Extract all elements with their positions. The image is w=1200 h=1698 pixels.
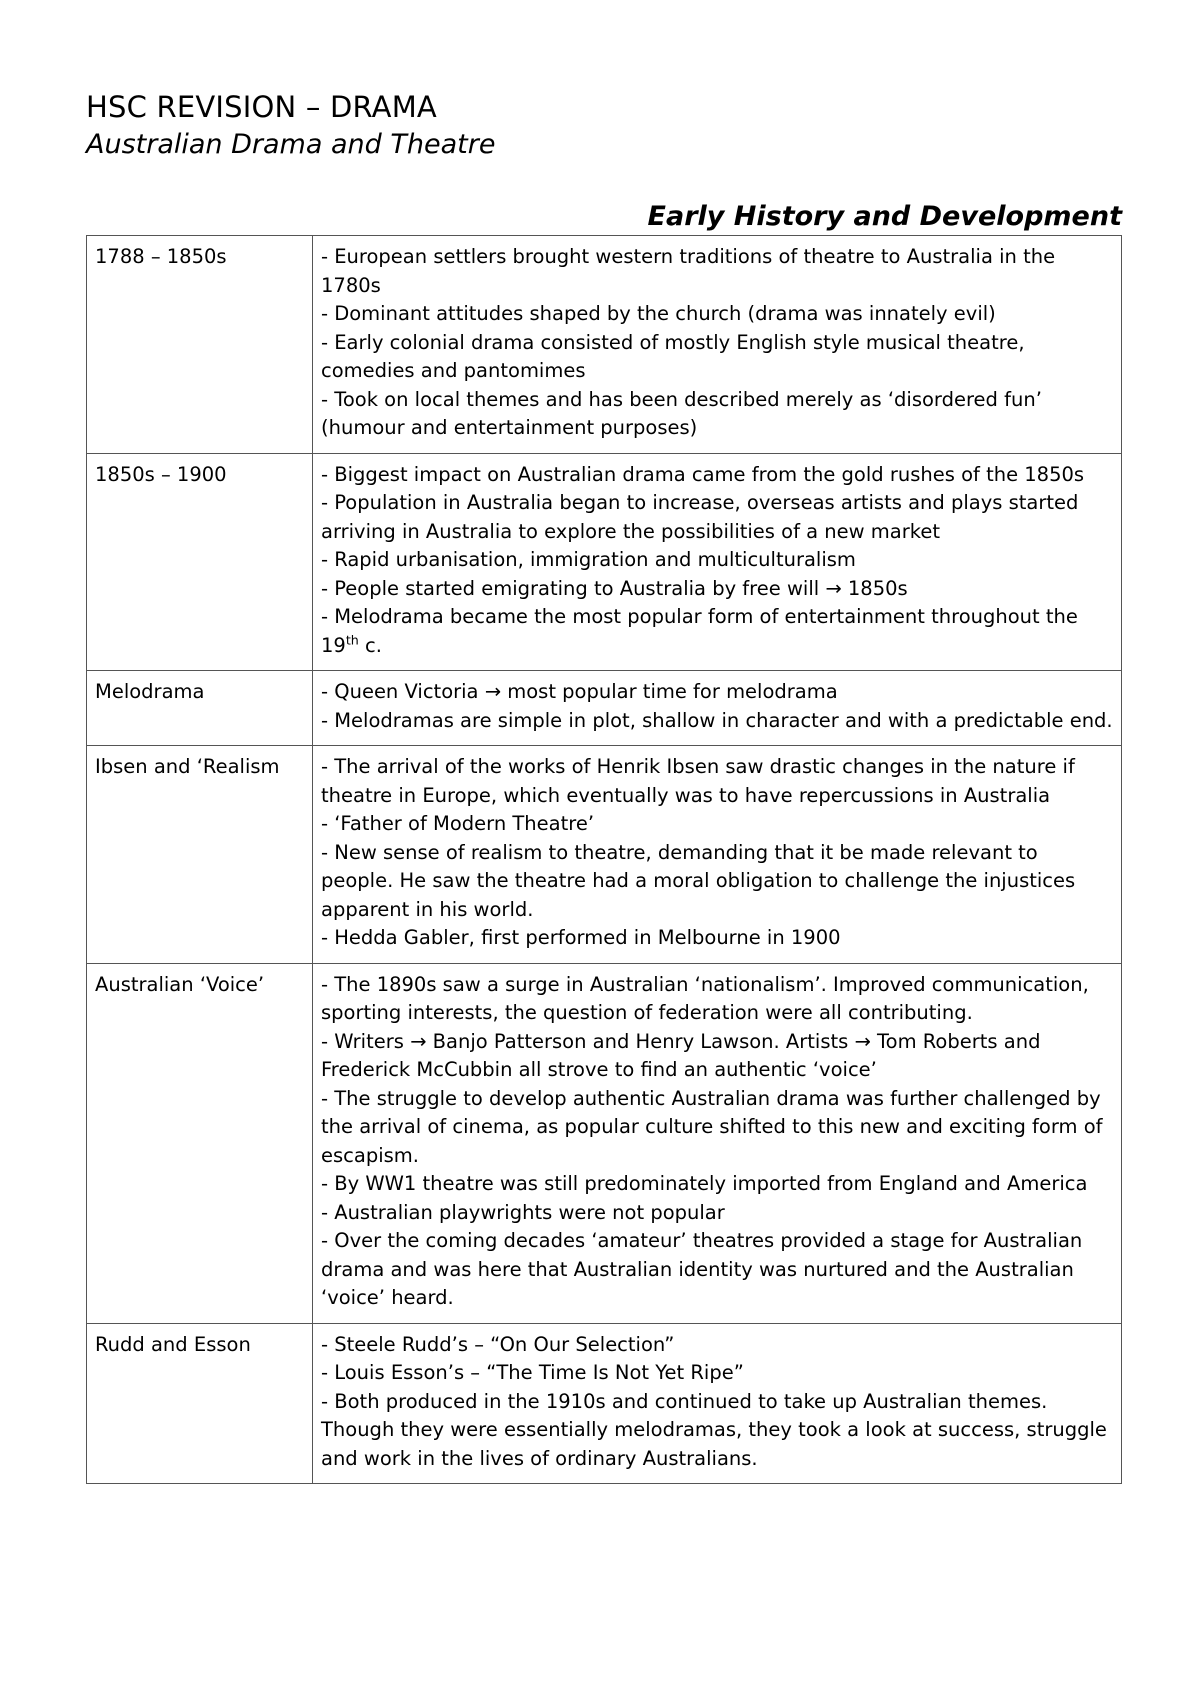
note-point: - Hedda Gabler, first performed in Melbourne in 1900 <box>321 926 841 949</box>
topic-cell: Australian ‘Voice’ <box>87 963 313 1323</box>
note-point: - Louis Esson’s – “The Time Is Not Yet Ripe” <box>321 1361 744 1384</box>
note-point: - Melodramas are simple in plot, shallow in character and with a predictable end. <box>321 708 1113 732</box>
document-title: HSC REVISION – DRAMA <box>86 90 437 124</box>
table-row <box>87 963 1122 1323</box>
note-point: - Melodrama became the most popular form of entertainment throughout the 19th c. <box>321 605 1078 657</box>
topic-cell: Melodrama <box>87 671 313 746</box>
notes-cell <box>313 963 1122 1323</box>
table-row <box>87 236 1122 454</box>
notes-table-body <box>87 236 1122 1484</box>
note-point: - Dominant attitudes shaped by the church (drama was innately evil) <box>321 302 996 325</box>
notes-cell <box>313 671 1122 746</box>
topic-cell: Ibsen and ‘Realism <box>87 746 313 964</box>
topic-cell: 1850s – 1900 <box>87 453 313 671</box>
note-point: - Australian playwrights were not popular <box>321 1200 725 1224</box>
topic-cell: Rudd and Esson <box>87 1323 313 1484</box>
note-point: - New sense of realism to theatre, demanding that it be made relevant to people. He saw the theatre had a moral obligation to challenge the injustices apparent in his world. <box>321 840 1076 921</box>
note-point: - Both produced in the 1910s and continued to take up Australian themes. Though they were essentially melodramas, they took a look at success, struggle and work in the lives of ordinary Australians. <box>321 1389 1107 1470</box>
document-subtitle: Australian Drama and Theatre <box>86 129 496 160</box>
note-point: - Population in Australia began to increase, overseas artists and plays started arriving in Australia to explore the possibilities of a new market <box>321 491 1079 543</box>
note-point: - The 1890s saw a surge in Australian ‘nationalism’. Improved communication, sporting interests, the question of federation were all contributing. <box>321 972 1089 1024</box>
note-point: - Rapid urbanisation, immigration and multiculturalism <box>321 548 856 571</box>
table-row <box>87 453 1122 671</box>
note-point: - Early colonial drama consisted of mostly English style musical theatre, comedies and pantomimes <box>321 330 1025 382</box>
notes-table <box>86 235 1122 1484</box>
notes-cell <box>313 453 1122 671</box>
document-page <box>86 88 1122 1484</box>
topic-cell: 1788 – 1850s <box>87 236 313 454</box>
note-point: - Writers → Banjo Patterson and Henry Lawson. Artists → Tom Roberts and Frederick McCubbin all strove to find an authentic ‘voice’ <box>321 1029 1041 1081</box>
notes-cell <box>313 236 1122 454</box>
note-point: - The struggle to develop authentic Australian drama was further challenged by the arrival of cinema, as popular culture shifted to this new and exciting form of escapism. <box>321 1086 1103 1167</box>
note-point: - Biggest impact on Australian drama came from the gold rushes of the 1850s <box>321 462 1085 486</box>
table-row <box>87 1323 1122 1484</box>
note-point: - Over the coming decades ‘amateur’ theatres provided a stage for Australian drama and was here that Australian identity was nurtured and the Australian ‘voice’ heard. <box>321 1229 1083 1309</box>
note-point: - By WW1 theatre was still predominately imported from England and America <box>321 1172 1088 1195</box>
note-point: - ‘Father of Modern Theatre’ <box>321 812 595 835</box>
notes-cell <box>313 746 1122 964</box>
note-point: - Took on local themes and has been described merely as ‘disordered fun’ (humour and entertainment purposes) <box>321 387 1042 439</box>
note-point: - The arrival of the works of Henrik Ibsen saw drastic changes in the nature if theatre in Europe, which eventually was to have repercussions in Australia <box>321 755 1075 807</box>
section-heading: Early History and Development <box>647 201 1122 232</box>
note-point: - Steele Rudd’s – “On Our Selection” <box>321 1332 675 1356</box>
table-row <box>87 746 1122 964</box>
note-point: - People started emigrating to Australia by free will → 1850s <box>321 576 908 600</box>
table-row <box>87 671 1122 746</box>
note-point: - European settlers brought western traditions of theatre to Australia in the 1780s <box>321 245 1056 297</box>
notes-cell <box>313 1323 1122 1484</box>
note-point: - Queen Victoria → most popular time for melodrama <box>321 680 838 703</box>
